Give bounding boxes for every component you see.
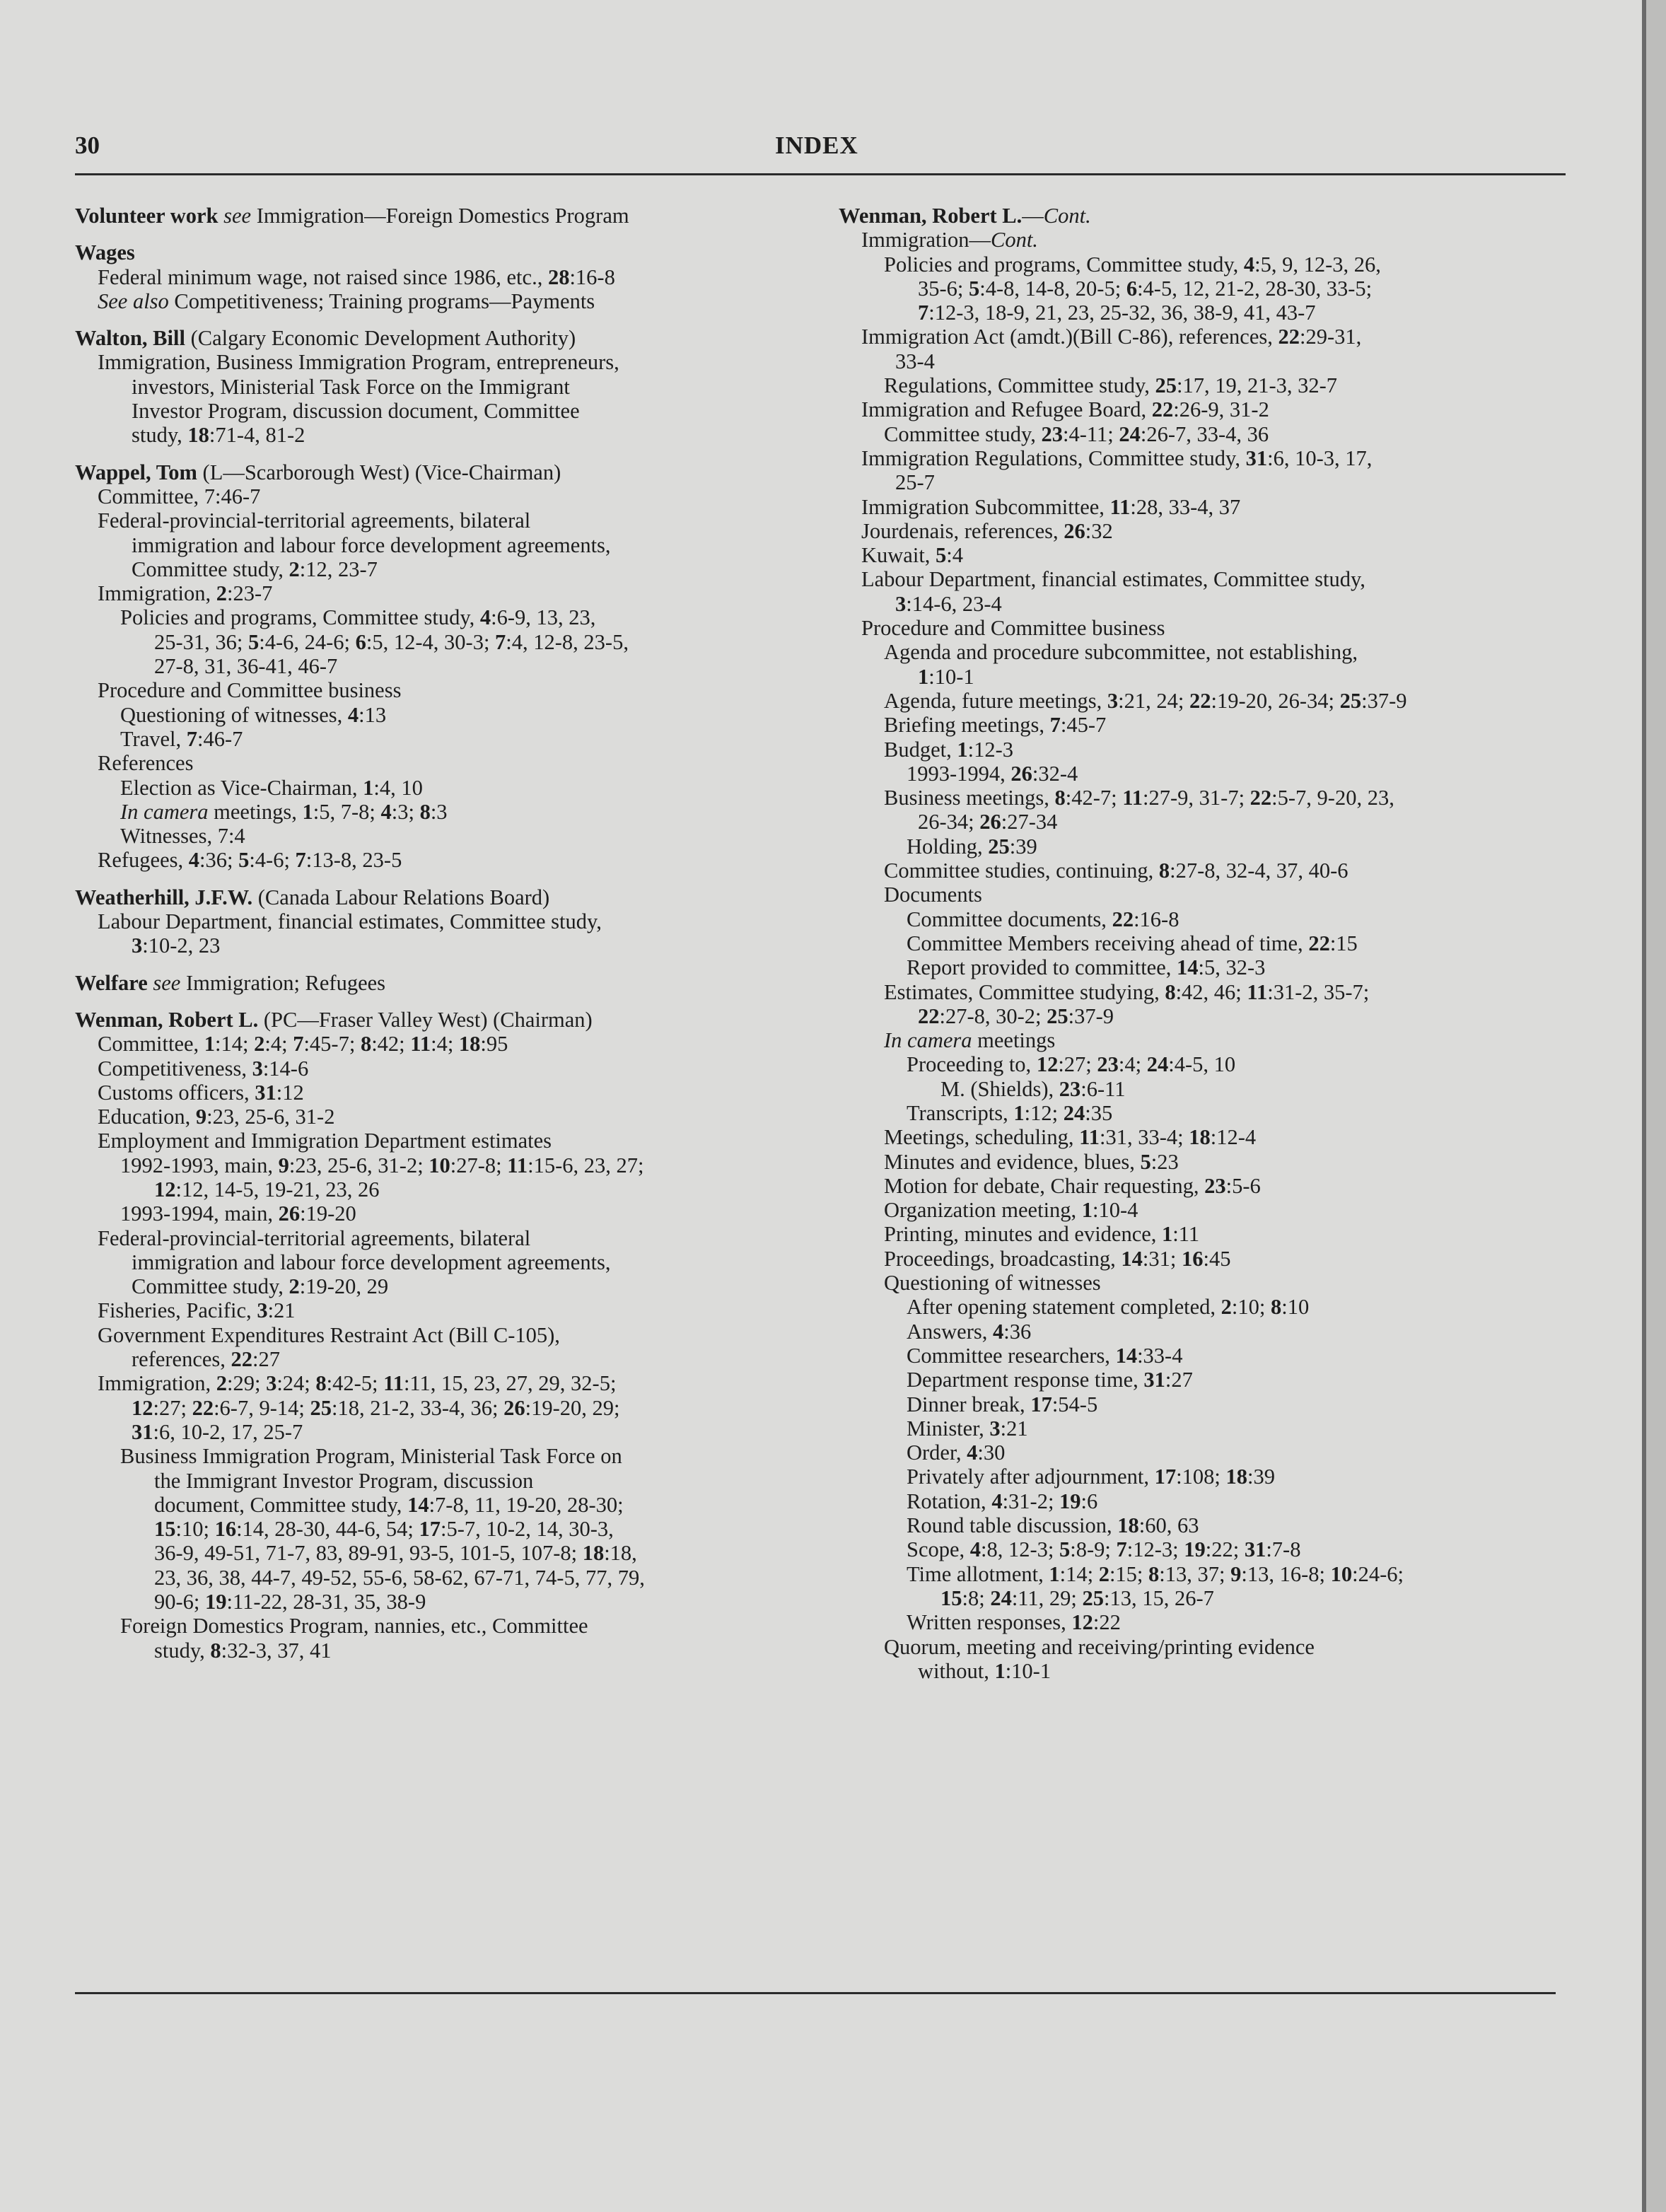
index-subentry-line: references, 22:27 [132,1347,281,1372]
index-subentry-line: Labour Department, financial estimates, Committee study, [98,909,602,934]
index-subentry-line: Immigration, 2:23-7 [98,581,273,606]
index-subentry-line: Estimates, Committee studying, 8:42, 46; 11:31-2, 35-7; [884,979,1370,1004]
index-subentry-line: Privately after adjournment, 17:108; 18:39 [907,1465,1275,1489]
index-subentry-line: M. (Shields), 23:6-11 [940,1076,1126,1101]
index-entry [839,204,1546,1683]
index-subentry-line: Minutes and evidence, blues, 5:23 [884,1149,1179,1174]
index-subentry-line: Federal-provincial-territorial agreements, bilateral [98,1226,531,1250]
index-entry [75,460,789,873]
index-heading-line: Welfare see Immigration; Refugees [75,970,386,995]
index-subentry-line: Answers, 4:36 [907,1319,1032,1344]
index-subentry-line: See also Competitiveness; Training programs—Payments [98,289,595,313]
index-entry [75,971,789,995]
index-subentry-line: Immigration Act (amdt.)(Bill C-86), references, 22:29-31, [861,325,1362,349]
index-subentry-line: 1993-1994, 26:32-4 [907,761,1078,786]
index-subentry-line: Committee researchers, 14:33-4 [907,1343,1183,1368]
index-subentry-line: Business Immigration Program, Ministerial Task Force on [120,1444,622,1469]
index-subentry-line: Written responses, 12:22 [907,1610,1121,1635]
index-subentry-line: Meetings, scheduling, 11:31, 33-4; 18:12-4 [884,1125,1257,1150]
index-column-right [839,204,1546,1696]
index-subentry-line: Dinner break, 17:54-5 [907,1392,1098,1416]
index-subentry-line: References [98,751,194,776]
index-subentry-line: Labour Department, financial estimates, Committee study, [861,567,1365,592]
index-subentry-line: Committee study, 2:19-20, 29 [132,1274,389,1299]
index-subentry-line: 7:12-3, 18-9, 21, 23, 25-32, 36, 38-9, 41, 43-7 [918,301,1316,325]
index-subentry-line: 12:27; 22:6-7, 9-14; 25:18, 21-2, 33-4, 36; 26:19-20, 29; [132,1395,620,1420]
index-entry [75,326,789,447]
index-subentry-line: Fisheries, Pacific, 3:21 [98,1298,296,1323]
index-subentry-line: Budget, 1:12-3 [884,737,1013,762]
index-entry [75,204,789,228]
index-subentry-line: Proceeding to, 12:27; 23:4; 24:4-5, 10 [907,1052,1236,1077]
index-subentry-line: 26-34; 26:27-34 [918,810,1058,834]
index-subentry-line: Committee documents, 22:16-8 [907,907,1179,931]
index-subentry-line: Employment and Immigration Department estimates [98,1129,552,1153]
index-subentry-line: 15:10; 16:14, 28-30, 44-6, 54; 17:5-7, 10-2, 14, 30-3, [154,1517,614,1542]
index-subentry-line: Time allotment, 1:14; 2:15; 8:13, 37; 9:13, 16-8; 10:24-6; [907,1561,1404,1586]
index-subentry-line: Proceedings, broadcasting, 14:31; 16:45 [884,1246,1231,1271]
index-subentry-line: Business meetings, 8:42-7; 11:27-9, 31-7; 22:5-7, 9-20, 23, [884,786,1394,810]
index-column-left [75,204,789,1675]
index-subentry-line: Government Expenditures Restraint Act (Bill C-105), [98,1322,560,1347]
index-subentry-line: Organization meeting, 1:10-4 [884,1198,1138,1223]
index-subentry-line: Policies and programs, Committee study, 4:5, 9, 12-3, 26, [884,252,1381,276]
index-heading-line: Wenman, Robert L. (PC—Fraser Valley West) (Chairman) [75,1007,593,1032]
index-subentry-line: 23, 36, 38, 44-7, 49-52, 55-6, 58-62, 67-71, 74-5, 77, 79, [154,1565,645,1590]
index-subentry-line: Committee study, 23:4-11; 24:26-7, 33-4, 36 [884,421,1269,446]
index-subentry-line: Scope, 4:8, 12-3; 5:8-9; 7:12-3; 19:22; 31:7-8 [907,1537,1301,1562]
index-subentry-line: Committee Members receiving ahead of time, 22:15 [907,931,1358,955]
index-subentry-line: Department response time, 31:27 [907,1368,1193,1392]
index-subentry-line: without, 1:10-1 [918,1658,1052,1683]
index-subentry-line: Questioning of witnesses [884,1271,1101,1296]
index-subentry-line: Immigration, Business Immigration Program, entrepreneurs, [98,350,619,375]
index-subentry-line: Competitiveness, 3:14-6 [98,1056,309,1081]
index-subentry-line: Agenda, future meetings, 3:21, 24; 22:19-20, 26-34; 25:37-9 [884,688,1407,713]
index-subentry-line: Committee, 1:14; 2:4; 7:45-7; 8:42; 11:4; 18:95 [98,1032,508,1056]
index-subentry-line: Order, 4:30 [907,1440,1006,1465]
index-subentry-line: 1:10-1 [918,664,974,689]
index-subentry-line: Kuwait, 5:4 [861,543,964,568]
page-edge [1646,0,1666,2212]
index-subentry-line: 1993-1994, main, 26:19-20 [120,1201,356,1226]
index-subentry-line: Motion for debate, Chair requesting, 23:5-6 [884,1173,1261,1198]
index-subentry-line: immigration and labour force development agreements, [132,1250,611,1274]
index-subentry-line: Quorum, meeting and receiving/printing evidence [884,1634,1315,1659]
index-subentry-line: 36-9, 49-51, 71-7, 83, 89-91, 93-5, 101-5, 107-8; 18:18, [154,1541,637,1566]
index-subentry-line: Investor Program, discussion document, Committee [132,399,580,424]
index-heading-line: Weatherhill, J.F.W. (Canada Labour Relations Board) [75,885,550,909]
index-subentry-line: Regulations, Committee study, 25:17, 19, 21-3, 32-7 [884,373,1338,398]
index-entry [75,1008,789,1663]
index-subentry-line: Immigration, 2:29; 3:24; 8:42-5; 11:11, 15, 23, 27, 29, 32-5; [98,1371,617,1396]
index-subentry-line: Procedure and Committee business [98,678,402,703]
index-subentry-line: immigration and labour force development agreements, [132,532,611,557]
header-rule [75,173,1566,175]
index-subentry-line: Education, 9:23, 25-6, 31-2 [98,1105,335,1129]
index-subentry-line: study, 18:71-4, 81-2 [132,423,305,448]
index-subentry-line: Federal minimum wage, not raised since 1986, etc., 28:16-8 [98,264,615,289]
index-subentry-line: Policies and programs, Committee study, 4:6-9, 13, 23, [120,605,596,630]
index-subentry-line: Committee study, 2:12, 23-7 [132,557,378,581]
index-subentry-line: Immigration Regulations, Committee study, 31:6, 10-3, 17, [861,446,1373,470]
index-entry [75,240,789,313]
page-title: INDEX [775,132,858,159]
page-number: 30 [75,132,100,159]
index-subentry-line: document, Committee study, 14:7-8, 11, 19-20, 28-30; [154,1492,624,1517]
index-subentry-line: the Immigrant Investor Program, discussion [154,1468,534,1493]
index-subentry-line: Procedure and Committee business [861,616,1165,641]
index-subentry-line: Briefing meetings, 7:45-7 [884,713,1107,738]
index-subentry-line: Refugees, 4:36; 5:4-6; 7:13-8, 23-5 [98,848,402,873]
index-subentry-line: Committee studies, continuing, 8:27-8, 32-4, 37, 40-6 [884,858,1348,883]
index-subentry-line: Agenda and procedure subcommittee, not establishing, [884,640,1358,665]
index-subentry-line: In camera meetings [884,1028,1056,1053]
index-subentry-line: Immigration—Cont. [861,228,1038,252]
index-subentry-line: Questioning of witnesses, 4:13 [120,702,387,727]
index-subentry-line: 90-6; 19:11-22, 28-31, 35, 38-9 [154,1590,426,1614]
index-subentry-line: Report provided to committee, 14:5, 32-3 [907,955,1266,980]
index-entry [75,885,789,958]
index-subentry-line: Jourdenais, references, 26:32 [861,518,1113,543]
index-subentry-line: 25-7 [895,470,935,495]
index-subentry-line: 35-6; 5:4-8, 14-8, 20-5; 6:4-5, 12, 21-2, 28-30, 33-5; [918,276,1373,301]
index-heading-line: Walton, Bill (Calgary Economic Development Authority) [75,326,576,351]
index-subentry-line: Foreign Domestics Program, nannies, etc., Committee [120,1614,588,1638]
index-subentry-line: Witnesses, 7:4 [120,824,245,849]
index-subentry-line: Round table discussion, 18:60, 63 [907,1513,1199,1538]
index-subentry-line: 27-8, 31, 36-41, 46-7 [154,654,338,679]
index-heading-line: Wappel, Tom (L—Scarborough West) (Vice-Chairman) [75,460,561,484]
index-subentry-line: 33-4 [895,349,935,373]
index-subentry-line: 15:8; 24:11, 29; 25:13, 15, 26-7 [940,1585,1214,1610]
index-subentry-line: 12:12, 14-5, 19-21, 23, 26 [154,1177,380,1201]
index-subentry-line: 3:10-2, 23 [132,933,221,958]
index-subentry-line: 31:6, 10-2, 17, 25-7 [132,1419,303,1444]
footer-rule [75,1992,1556,1994]
index-subentry-line: Holding, 25:39 [907,834,1037,858]
index-subentry-line: 25-31, 36; 5:4-6, 24-6; 6:5, 12-4, 30-3; 7:4, 12-8, 23-5, [154,629,629,654]
index-subentry-line: 22:27-8, 30-2; 25:37-9 [918,1003,1114,1028]
index-subentry-line: Federal-provincial-territorial agreements, bilateral [98,508,531,533]
index-subentry-line: Transcripts, 1:12; 24:35 [907,1100,1113,1125]
index-subentry-line: In camera meetings, 1:5, 7-8; 4:3; 8:3 [120,799,448,824]
index-subentry-line: 3:14-6, 23-4 [895,591,1002,616]
index-subentry-line: 1992-1993, main, 9:23, 25-6, 31-2; 10:27-8; 11:15-6, 23, 27; [120,1153,644,1177]
index-subentry-line: Immigration Subcommittee, 11:28, 33-4, 37 [861,494,1241,519]
index-subentry-line: Travel, 7:46-7 [120,726,243,751]
index-subentry-line: Committee, 7:46-7 [98,484,261,508]
index-heading-line: Wages [75,240,135,265]
index-subentry-line: After opening statement completed, 2:10; 8:10 [907,1295,1310,1320]
index-subentry-line: study, 8:32-3, 37, 41 [154,1638,332,1663]
index-subentry-line: Rotation, 4:31-2; 19:6 [907,1489,1098,1513]
index-subentry-line: Election as Vice-Chairman, 1:4, 10 [120,775,423,800]
index-heading-line: Volunteer work see Immigration—Foreign Domestics Program [75,204,629,228]
index-subentry-line: Documents [884,883,982,907]
index-subentry-line: Customs officers, 31:12 [98,1080,304,1105]
index-subentry-line: investors, Ministerial Task Force on the Immigrant [132,374,570,399]
index-subentry-line: Printing, minutes and evidence, 1:11 [884,1222,1200,1247]
index-subentry-line: Immigration and Refugee Board, 22:26-9, 31-2 [861,397,1269,422]
index-subentry-line: Minister, 3:21 [907,1416,1028,1440]
index-heading-line: Wenman, Robert L.—Cont. [839,204,1091,228]
